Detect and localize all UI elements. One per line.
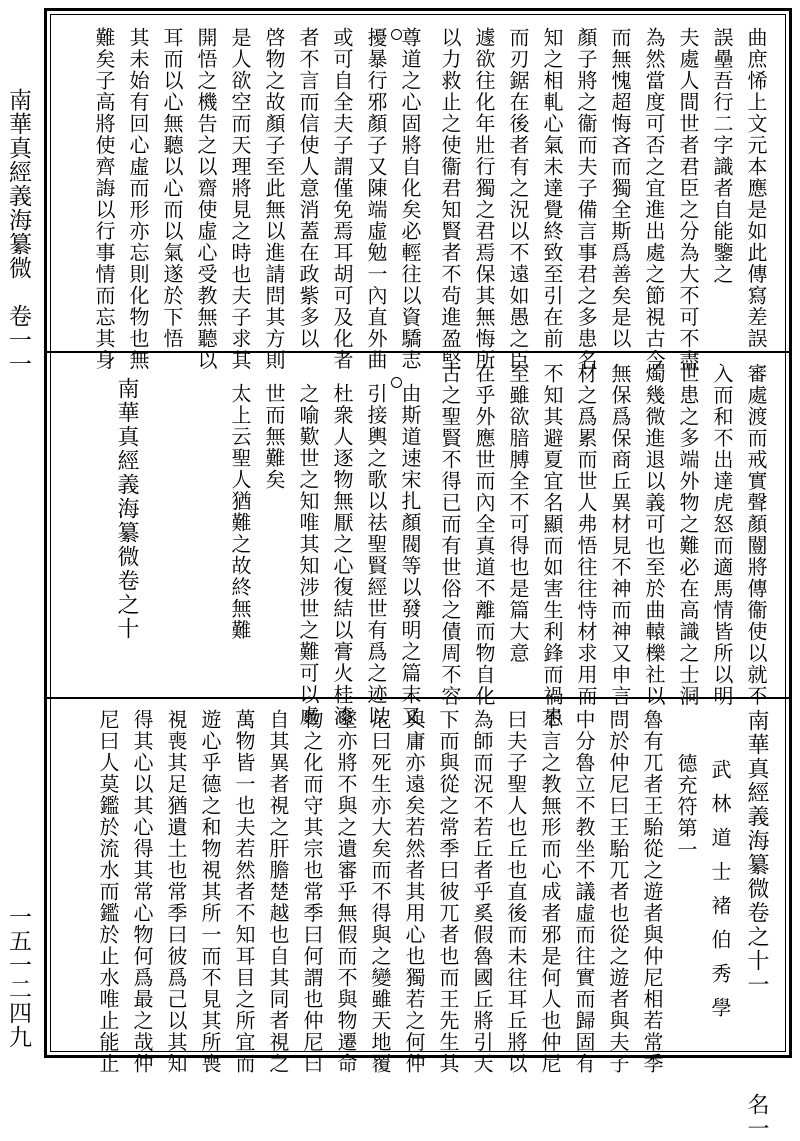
text-column: 太上云聖人猶難之故終無難	[228, 383, 252, 641]
chapter-title: 德充符第一	[674, 753, 698, 861]
text-column: 尼曰人莫鑑於流水而鑑於止水唯止能止	[96, 709, 120, 1075]
text-column: 是人欲空而天理將見之時也夫子求其	[228, 27, 252, 371]
text-column: 無保爲保商丘異材見不神而神又申言	[608, 363, 632, 707]
text-column: 開悟之機告之以齋使虛心受教無聽以	[194, 27, 218, 371]
text-column: 引接輿之歌以祛聖賢經世有爲之迹以	[364, 383, 388, 727]
text-column: 不言之教無形而心成者邪是何人也仲尼	[538, 709, 562, 1075]
text-column: 萬物皆一也夫若然者不知耳目之所宜而	[232, 709, 256, 1075]
text-column: 為然當度可否之宜進出處之節視古今	[642, 27, 666, 371]
text-column: 與庸亦遠矣若然者其用心也獨若之何仲	[402, 709, 426, 1075]
text-column: 自其異者視之肝膽楚越也自其同者視之	[266, 709, 290, 1075]
text-column: 不知其避夏宜名顯而如害生利鋒而禍患	[540, 363, 564, 729]
text-column: 至雖欲腤膊全不可得也是篇大意	[506, 363, 530, 664]
text-column: 曰夫子聖人也丘也直後而未往耳丘將以	[504, 709, 528, 1075]
top-register	[57, 21, 779, 371]
text-column: 啓物之故顏子至此無以進請問其方則	[262, 27, 286, 371]
text-column: 遽欲往化年壯行獨之君焉保其無悔所	[472, 27, 496, 371]
text-column: 視喪其足猶遺土也常季曰彼爲己以其知	[164, 709, 188, 1075]
text-column: 中分魯立不教坐不議虛而往實而歸固有	[572, 709, 596, 1075]
text-column: 其未始有回心虛而形亦忘則化物也無	[126, 27, 150, 371]
text-column: 魯有兀者王駘從之遊者與仲尼相若常季	[640, 709, 664, 1075]
bottom-register	[57, 703, 779, 1141]
text-column: 擾暴行邪顏子又陳端虛勉一內直外曲	[364, 27, 388, 371]
text-column: 之喻歎世之知唯其知涉世之難可以處	[296, 383, 320, 727]
text-column: 知之相軋心氣未達覺終致至引在前	[540, 27, 564, 350]
text-column: 審處渡而戒實聲顏闓將傳衞使以就不	[744, 363, 768, 707]
text-column: 而無愧超悔吝而獨全斯爲善矣是以	[608, 27, 632, 350]
text-column: 材之爲累而世人弗悟往往恃材求用而	[574, 363, 598, 707]
text-column: 遊心乎德之和物視其所一而不見其所喪	[198, 709, 222, 1075]
text-column: 世患之多端外物之難必在高識之士洞	[676, 363, 700, 707]
page-frame	[44, 8, 792, 1141]
text-column: 以力救止之使衞君知賢者不茍進盈堅	[438, 27, 462, 371]
text-column: 由斯道速宋扎顏閥等以發明之篇末又	[398, 383, 422, 727]
margin-book-title: 南華真經義海纂微 卷一一	[5, 88, 31, 376]
volume-title: 南華真經義海纂微卷之十一 名一	[744, 709, 769, 1141]
text-column: 尊道之心固將自化矣必輕往以資驕志	[398, 27, 422, 371]
text-column: 夫處人間世者君臣之分為大不可不盡	[676, 27, 700, 371]
text-column: 問於仲尼曰王駘兀者也從之遊者與夫子	[606, 709, 630, 1075]
margin-page-number: 一五一二四九	[5, 905, 31, 1049]
text-column: 為師而況不若丘者乎奚假魯國丘將引天	[470, 709, 494, 1075]
text-column: 燭幾微進退以義可也至於曲轅櫟社以	[642, 363, 666, 707]
text-column: 顏子將之衞而夫子備言事君之多患名	[574, 27, 598, 371]
text-column: 物之化而守其宗也常季曰何謂也仲尼曰	[300, 709, 324, 1075]
text-column: 世而無難矣	[262, 383, 286, 491]
text-column: 古之聖賢不得已而有世俗之債周不容	[438, 363, 462, 707]
text-column: 難矣子高將使齊誨以行事情而忘其身	[92, 27, 116, 371]
author-line: 武林道士褚伯秀學	[708, 759, 732, 1031]
text-column: 在乎外應世而內全真道不離而物自化	[472, 363, 496, 707]
text-column: 耳而以心無聽以心而以氣遂於下悟	[160, 27, 184, 350]
text-column: 或可自全夫子謂僅免焉耳胡可及化者	[330, 27, 354, 371]
middle-register	[57, 357, 779, 729]
text-column: 者不言而信使人意消蓋在政紫多以	[296, 27, 320, 350]
volume-end-title: 南華真經義海纂微卷之十	[114, 377, 139, 641]
text-column: 墜亦將不與之遺審乎無假而不與物遷命	[334, 709, 358, 1075]
text-column: 尼曰死生亦大矣而不得與之變雖天地覆	[368, 709, 392, 1075]
text-column: 入而和不出達虎怒而適馬情皆所以明	[710, 363, 734, 707]
text-column: 得其心以其心得其常心物何爲最之哉仲	[130, 709, 154, 1075]
text-column: 下而與從之常季曰彼兀者也而王先生其	[436, 709, 460, 1075]
text-column: 誤壘吾行二字識者自能鑒之	[710, 27, 734, 285]
text-column: 曲庶悕上文元本應是如此傳寫差誤	[744, 27, 768, 350]
text-column: 而刃鋸在後者有之況以不遠如愚之臣	[506, 27, 530, 371]
text-column: 杜衆人逐物無厭之心復結以膏火桂漆	[330, 383, 354, 727]
